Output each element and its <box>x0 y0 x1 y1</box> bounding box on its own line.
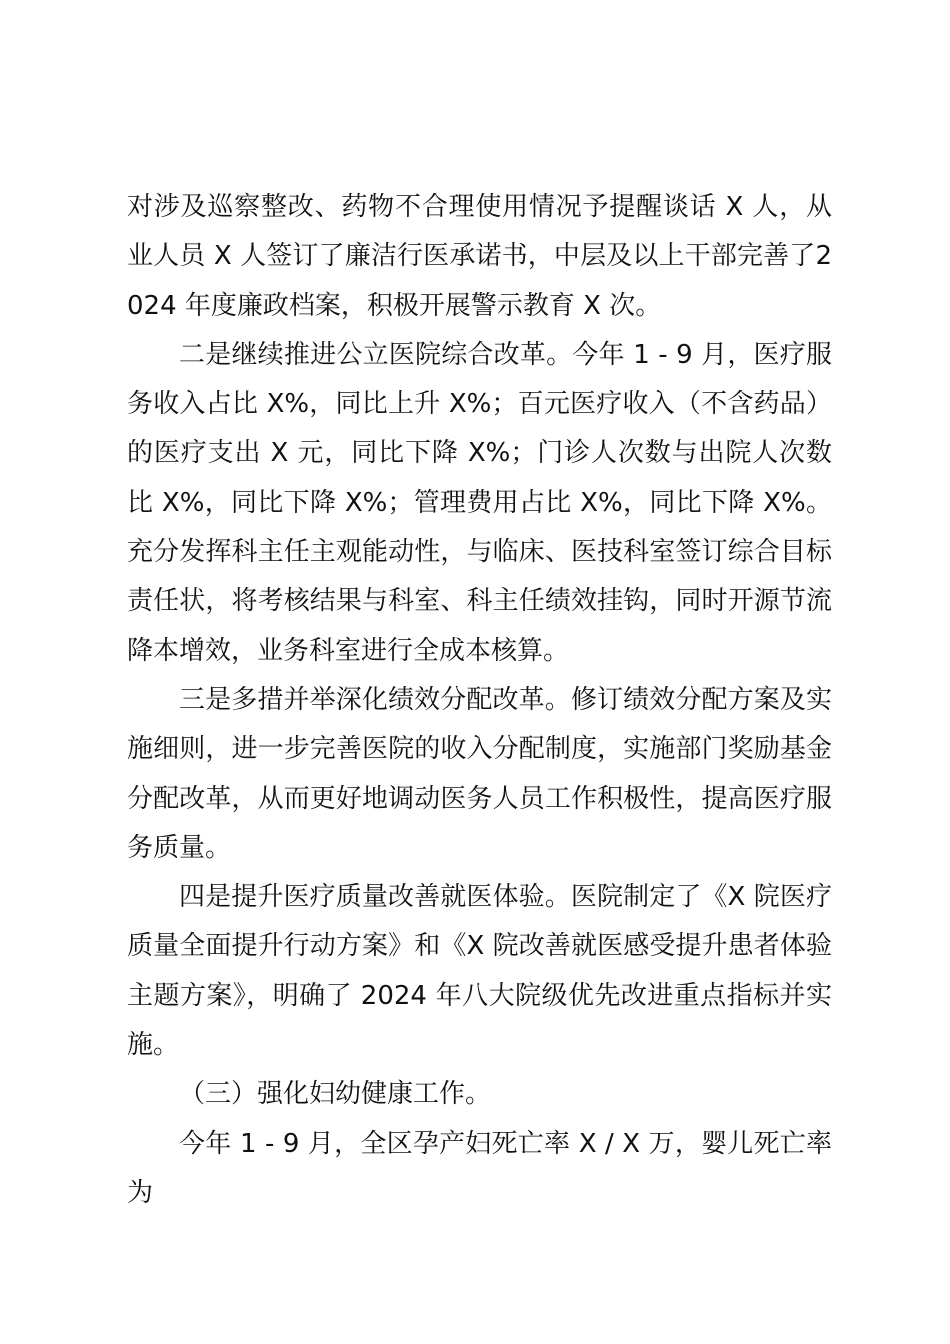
section-heading-maternal-child-health: （三）强化妇幼健康工作。 <box>179 1079 492 1110</box>
paragraph-medical-quality-improvement: 四是提升医疗质量改善就医体验。医院制定了《X 院医疗质量全面提升行动方案》和《X 院改善就医感受提升患者体验主题方案》，明确了 2024 年八大院级优先改进重点指标并实施。 <box>127 882 832 1061</box>
paragraph-discipline-education: 对涉及巡察整改、药物不合理使用情况予提醒谈话 X 人，从业人员 X 人签订了廉洁行医承诺书，中层及以上干部完善了2024 年度廉政档案，积极开展警示教育 X 次。 <box>127 192 832 321</box>
paragraph-performance-distribution-reform: 三是多措并举深化绩效分配改革。修订绩效分配方案及实施细则，进一步完善医院的收入分配制度，实施部门奖励基金分配改革，从而更好地调动医务人员工作积极性，提高医疗服务质量。 <box>127 684 832 863</box>
paragraph-maternal-child-statistics: 今年 1 - 9 月，全区孕产妇死亡率 X / X 万，婴儿死亡率为 <box>127 1128 832 1208</box>
document-body <box>127 183 832 1218</box>
paragraph-public-hospital-reform: 二是继续推进公立医院综合改革。今年 1 - 9 月，医疗服务收入占比 X%，同比上升 X%；百元医疗收入（不含药品）的医疗支出 X 元，同比下降 X%；门诊人次数与出院人次数比 X%，同比下降 X%；管理费用占比 X%，同比下降 X%。充分发挥科主任主观能动性，与临床、医技科室签订综合目标责任状，将考核结果与科室、科主任绩效挂钩，同时开源节流降本增效，业务科室进行全成本核算。 <box>127 339 832 666</box>
